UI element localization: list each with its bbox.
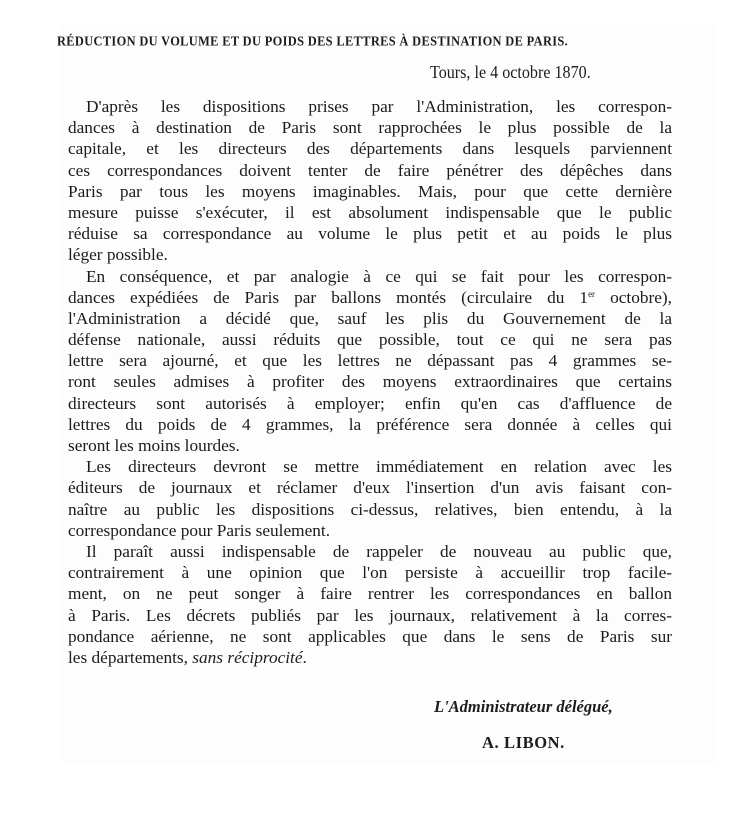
letter-body [68, 96, 672, 668]
text-line: correspondance pour Paris seulement. [68, 520, 331, 540]
text-line: lettre sera ajourné, et que les lettres ne dépassant pas 4 grammes se- [68, 351, 672, 371]
text-line: ces correspondances doivent tenter de faire pénétrer des dépêches dans [68, 160, 672, 180]
paragraph-3 [68, 456, 672, 541]
text-line: défense nationale, aussi réduits que possible, tout ce qui ne sera pas [68, 330, 672, 350]
signature-name: A. LIBON. [482, 733, 565, 752]
text-line: naître au public les dispositions ci-dessus, relatives, bien entendu, à la [68, 499, 672, 519]
document-title: RÉDUCTION DU VOLUME ET DU POIDS DES LETTRES À DESTINATION DE PARIS. [57, 33, 569, 49]
paragraph-2 [68, 266, 672, 457]
text-line: réduise sa correspondance au volume le plus petit et au poids le plus [68, 224, 672, 244]
text-line: l'Administration a décidé que, sauf les plis du Gouvernement de la [68, 308, 672, 328]
text-line: Paris par tous les moyens imaginables. Mais, pour que cette dernière [68, 181, 672, 201]
dateline: Tours, le 4 octobre 1870. [430, 62, 591, 82]
text-line: contrairement à une opinion que l'on persiste à accueillir trop facile- [68, 563, 672, 583]
text-segment: . [302, 647, 307, 667]
text-line: Il paraît aussi indispensable de rappeler de nouveau au public que, [86, 541, 672, 561]
text-line: seront les moins lourdes. [68, 436, 240, 455]
text-line: dances à destination de Paris sont rapprochées le plus possible de la [68, 118, 672, 138]
text-segment: octobre), [595, 287, 672, 307]
text-line: lettres du poids de 4 grammes, la préférence sera donnée à celles qui [68, 414, 672, 434]
text-line: D'après les dispositions prises par l'Administration, les correspon- [86, 97, 672, 116]
text-line: directeurs sont autorisés à employer; enfin qu'en cas d'affluence de [68, 393, 672, 413]
italic-emphasis: sans réciprocité [192, 647, 303, 667]
text-line: ront seules admises à profiter des moyens extraordinaires que certains [68, 372, 672, 392]
ordinal-superscript: er [588, 288, 596, 299]
text-line: Les directeurs devront se mettre immédiatement en relation avec les [86, 457, 672, 477]
text-line: léger possible. [68, 245, 168, 265]
text-segment: les départements, [68, 647, 193, 667]
text-line: mesure puisse s'exécuter, il est absolument indispensable que le public [68, 202, 672, 222]
text-line [68, 647, 672, 668]
text-segment: dances expédiées de Paris par ballons montés (circulaire du 1 [68, 287, 589, 307]
paragraph-1 [68, 96, 672, 266]
text-line: éditeurs de journaux et réclamer d'eux l'insertion d'un avis faisant con- [68, 478, 672, 498]
text-line: à Paris. Les décrets publiés par les journaux, relativement à la corres- [68, 605, 672, 625]
text-line [68, 287, 672, 308]
text-line: capitale, et les directeurs des départements dans lesquels parviennent [68, 139, 672, 159]
text-line: pondance aérienne, ne sont applicables que dans le sens de Paris sur [68, 626, 672, 646]
text-line: ment, on ne peut songer à faire rentrer les correspondances en ballon [68, 584, 672, 604]
signature-role: L'Administrateur délégué, [434, 697, 613, 716]
text-line: En conséquence, et par analogie à ce qui se fait pour les correspon- [86, 266, 672, 286]
paragraph-4 [68, 541, 672, 668]
